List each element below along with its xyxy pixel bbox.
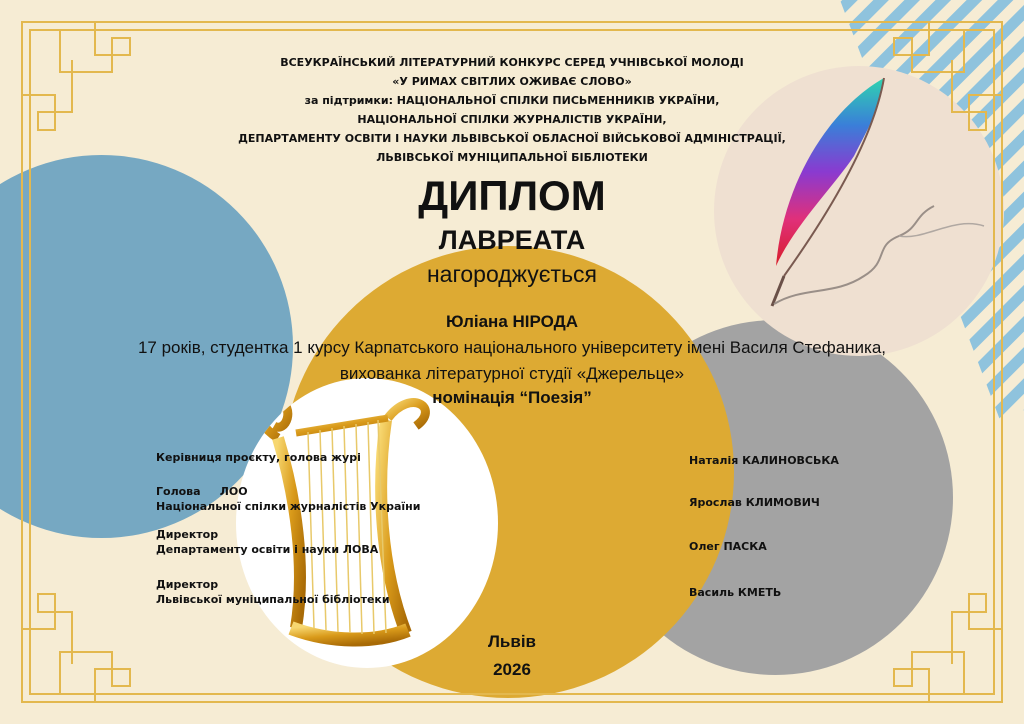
diploma-subtitle: ЛАВРЕАТА (438, 225, 586, 255)
signature-role-4: Директор Львівської муніципальної бібліотеки (156, 578, 390, 606)
header-line-2: «У РИМАХ СВІТЛИХ ОЖИВАЄ СЛОВО» (392, 75, 632, 88)
footer-city: Львів (487, 632, 536, 651)
signatory-name-3: Олег ПАСКА (689, 540, 767, 553)
signature-role-2: Голова ЛОО Національної спілки журналістів України (156, 485, 421, 513)
signature-role-3: Директор Департаменту освіти і науки ЛОВА (156, 528, 379, 556)
awarded-text: нагороджується (426, 261, 598, 287)
header-line-6: ЛЬВІВСЬКОЇ МУНІЦИПАЛЬНОЇ БІБЛІОТЕКИ (376, 151, 648, 164)
recipient-name: Юліана НІРОДА (445, 312, 579, 331)
diploma-title: ДИПЛОМ (418, 172, 606, 219)
header-line-5: ДЕПАРТАМЕНТУ ОСВІТИ І НАУКИ ЛЬВІВСЬКОЇ ОБЛАСНОЇ ВІЙСЬКОВОЇ АДМІНІСТРАЦІЇ, (238, 132, 786, 145)
signatory-name-4: Василь КМЕТЬ (689, 586, 782, 599)
header-line-3: за підтримки: НАЦІОНАЛЬНОЇ СПІЛКИ ПИСЬМЕННИКІВ УКРАЇНИ, (304, 94, 720, 107)
header-line-1: ВСЕУКРАЇНСЬКИЙ ЛІТЕРАТУРНИЙ КОНКУРС СЕРЕД УЧНІВСЬКОЇ МОЛОДІ (280, 56, 744, 69)
header-line-4: НАЦІОНАЛЬНОЇ СПІЛКИ ЖУРНАЛІСТІВ УКРАЇНИ, (357, 113, 667, 126)
recipient-details-1: 17 років, студентка 1 курсу Карпатського національного університету імені Василя Стефаника, (137, 338, 887, 357)
footer-year: 2026 (493, 660, 531, 679)
signatory-name-2: Ярослав КЛИМОВИЧ (689, 496, 820, 509)
nomination: номінація “Поезія” (432, 388, 592, 407)
recipient-details-2: вихованка літературної студії «Джерельце» (339, 364, 685, 383)
contest-header (0, 53, 1024, 167)
signatory-name-1: Наталія КАЛИНОВСЬКА (689, 454, 839, 467)
signature-role-1: Керівниця проєкту, голова журі (156, 451, 361, 464)
